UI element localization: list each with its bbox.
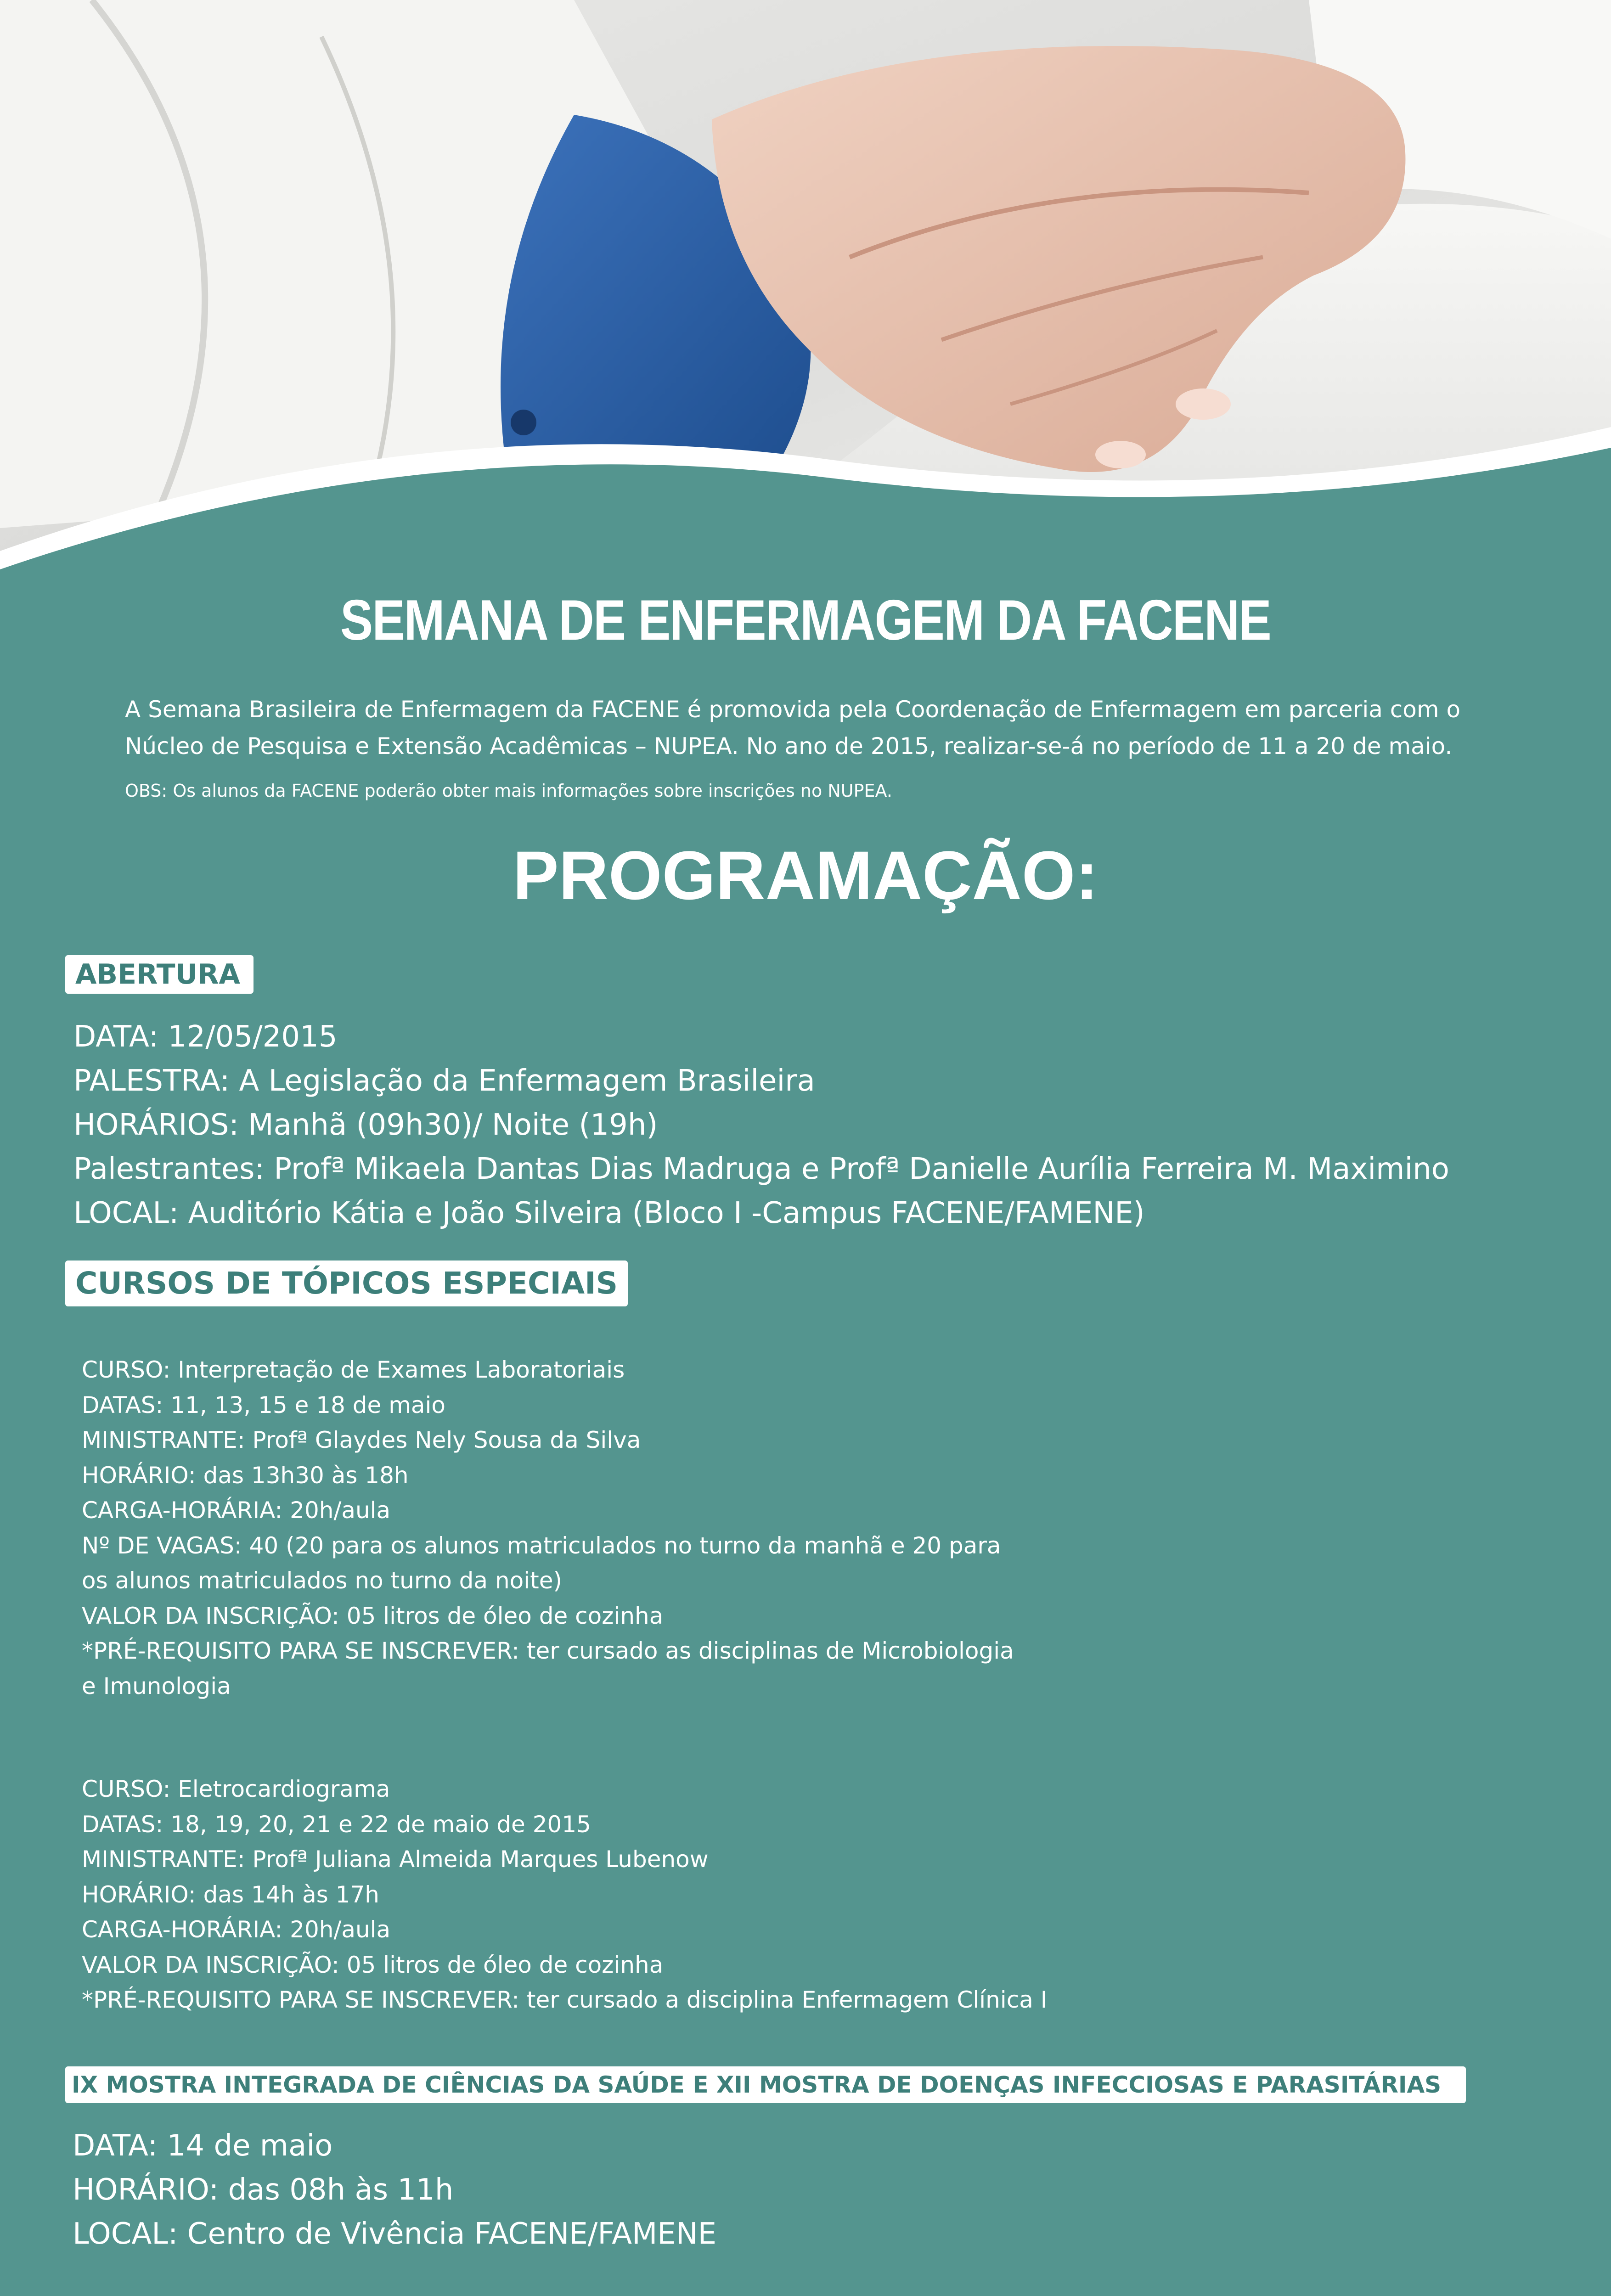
- abertura-details: [73, 1015, 1449, 1235]
- obs-note: OBS: Os alunos da FACENE poderão obter mais informações sobre inscrições no NUPEA.: [125, 781, 892, 801]
- holding-hands-icon: [0, 0, 1611, 569]
- page-title: SEMANA DE ENFERMAGEM DA FACENE: [340, 589, 1271, 652]
- detail-line: Nº DE VAGAS: 40 (20 para os alunos matriculados no turno da manhã e 20 para: [82, 1532, 1001, 1559]
- detail-line: CURSO: Interpretação de Exames Laboratoriais: [82, 1356, 625, 1383]
- section-tag-label: IX MOSTRA INTEGRADA DE CIÊNCIAS DA SAÚDE E XII MOSTRA DE DOENÇAS INFECCIOSAS E PARASITÁRIAS: [72, 2071, 1442, 2098]
- detail-line: PALESTRA: A Legislação da Enfermagem Brasileira: [73, 1064, 815, 1098]
- intro-line: Núcleo de Pesquisa e Extensão Acadêmicas – NUPEA. No ano de 2015, realizar-se-á no período de 11 a 20 de maio.: [125, 733, 1453, 760]
- curso-1-details: [82, 1352, 1014, 1704]
- intro-line: A Semana Brasileira de Enfermagem da FACENE é promovida pela Coordenação de Enfermagem em parceria com o: [125, 696, 1461, 723]
- detail-line: HORÁRIO: das 14h às 17h: [82, 1881, 379, 1908]
- detail-line: DATAS: 18, 19, 20, 21 e 22 de maio de 2015: [82, 1811, 591, 1838]
- hero-photo: [0, 0, 1611, 569]
- curso-2-details: [82, 1772, 1048, 2018]
- detail-line: e Imunologia: [82, 1672, 231, 1699]
- programacao-heading: PROGRAMAÇÃO:: [513, 837, 1098, 914]
- detail-line: HORÁRIO: das 13h30 às 18h: [82, 1462, 409, 1489]
- detail-line: VALOR DA INSCRIÇÃO: 05 litros de óleo de cozinha: [82, 1602, 664, 1629]
- detail-line: *PRÉ-REQUISITO PARA SE INSCREVER: ter cursado a disciplina Enfermagem Clínica I: [82, 1986, 1048, 2013]
- detail-line: LOCAL: Centro de Vivência FACENE/FAMENE: [73, 2217, 717, 2251]
- detail-line: CARGA-HORÁRIA: 20h/aula: [82, 1916, 391, 1943]
- section-tag-label: CURSOS DE TÓPICOS ESPECIAIS: [75, 1266, 618, 1301]
- section-tag-label: ABERTURA: [75, 958, 240, 990]
- detail-line: DATA: 12/05/2015: [73, 1020, 338, 1054]
- detail-line: os alunos matriculados no turno da noite): [82, 1567, 562, 1594]
- detail-line: Palestrantes: Profª Mikaela Dantas Dias Madruga e Profª Danielle Aurília Ferreira M. Maximino: [73, 1152, 1449, 1186]
- detail-line: CURSO: Eletrocardiograma: [82, 1776, 390, 1802]
- detail-line: MINISTRANTE: Profª Glaydes Nely Sousa da Silva: [82, 1427, 641, 1453]
- detail-line: HORÁRIO: das 08h às 11h: [73, 2173, 454, 2207]
- intro-paragraph: [125, 691, 1512, 765]
- section-tag-cursos: [65, 1261, 628, 1306]
- detail-line: VALOR DA INSCRIÇÃO: 05 litros de óleo de cozinha: [82, 1951, 664, 1978]
- detail-line: CARGA-HORÁRIA: 20h/aula: [82, 1497, 391, 1524]
- detail-line: DATA: 14 de maio: [73, 2129, 333, 2163]
- section-tag-abertura: [65, 955, 253, 994]
- detail-line: DATAS: 11, 13, 15 e 18 de maio: [82, 1391, 446, 1418]
- mostra-details: [73, 2124, 716, 2256]
- section-tag-mostra: [65, 2066, 1466, 2103]
- detail-line: MINISTRANTE: Profª Juliana Almeida Marques Lubenow: [82, 1846, 709, 1873]
- detail-line: LOCAL: Auditório Kátia e João Silveira (Bloco I -Campus FACENE/FAMENE): [73, 1196, 1145, 1230]
- detail-line: HORÁRIOS: Manhã (09h30)/ Noite (19h): [73, 1108, 658, 1142]
- detail-line: *PRÉ-REQUISITO PARA SE INSCREVER: ter cursado as disciplinas de Microbiologia: [82, 1638, 1014, 1664]
